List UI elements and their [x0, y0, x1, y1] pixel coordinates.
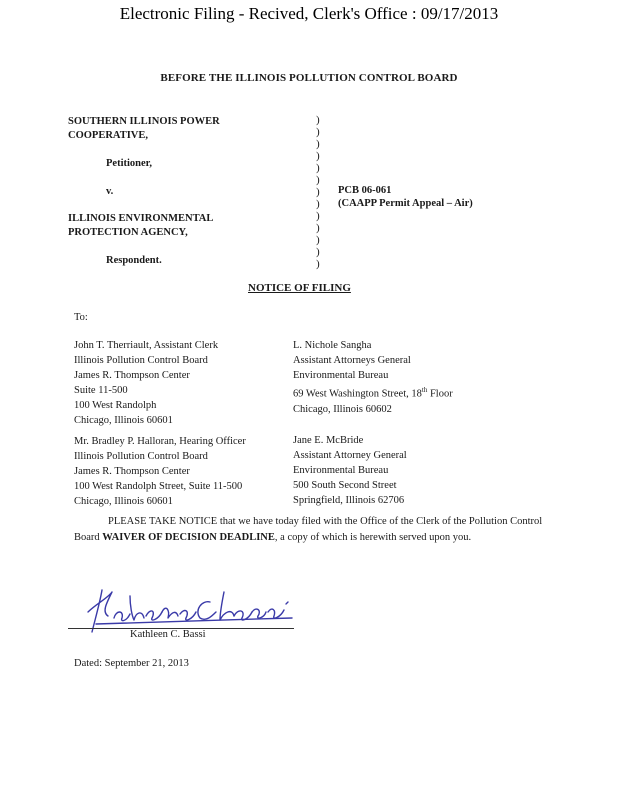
to-label: To:: [74, 312, 88, 323]
respondent-label: Respondent.: [106, 255, 162, 266]
case-type: (CAAPP Permit Appeal – Air): [338, 198, 473, 209]
notice-text-part1: PLEASE TAKE NOTICE that we have today filed with the Office of the Clerk of the Pollution Control Board: [74, 516, 543, 543]
addressee-line: Jane E. McBride: [293, 435, 364, 446]
board-title: BEFORE THE ILLINOIS POLLUTION CONTROL BOARD: [160, 72, 458, 84]
case-number: PCB 06-061: [338, 185, 392, 196]
addressee-line: Chicago, Illinois 60601: [74, 415, 173, 426]
filed-document-title: WAIVER OF DECISION DEADLINE: [102, 532, 275, 543]
petitioner-name-line2: COOPERATIVE,: [68, 130, 149, 141]
paren: ): [316, 174, 320, 186]
caption-parenthesis-column: [316, 114, 320, 270]
addressee-line: 500 South Second Street: [293, 480, 397, 491]
electronic-filing-header: Electronic Filing - Recived, Clerk's Office : 09/17/2013: [119, 4, 499, 23]
addressee-line: L. Nichole Sangha: [293, 340, 372, 351]
addressee-line: 100 West Randolph: [74, 400, 157, 411]
paren: ): [316, 222, 320, 234]
addressee-line: James R. Thompson Center: [74, 370, 190, 381]
notice-title: NOTICE OF FILING: [248, 282, 351, 294]
addressee-block-3: [74, 434, 246, 509]
addressee-line: Assistant Attorney General: [293, 450, 407, 461]
addressee-line-text: Floor: [427, 388, 453, 400]
versus-label: v.: [106, 186, 114, 197]
addressee-line: Suite 11-500: [74, 385, 128, 396]
addressee-block-2: [293, 338, 453, 417]
addressee-line: Illinois Pollution Control Board: [74, 355, 208, 366]
paren: ): [316, 198, 320, 210]
addressee-line: Assistant Attorneys General: [293, 355, 411, 366]
paren: ): [316, 138, 320, 150]
respondent-name-line1: ILLINOIS ENVIRONMENTAL: [68, 213, 214, 224]
superscript: th: [421, 386, 428, 394]
paren: ): [316, 234, 320, 246]
addressee-line: Chicago, Illinois 60601: [74, 496, 173, 507]
addressee-block-4: [293, 433, 407, 508]
addressee-line: James R. Thompson Center: [74, 466, 190, 477]
addressee-line: Chicago, Illinois 60602: [293, 403, 392, 415]
addressee-line: Springfield, Illinois 62706: [293, 495, 405, 506]
notice-text-part2: , a copy of which is herewith served upon you.: [274, 532, 472, 543]
paren: ): [316, 114, 320, 126]
paren: ): [316, 246, 320, 258]
addressee-line: Environmental Bureau: [293, 370, 389, 381]
paren: ): [316, 150, 320, 162]
paren: ): [316, 186, 320, 198]
signer-printed-name: Kathleen C. Bassi: [130, 629, 206, 640]
paren: ): [316, 162, 320, 174]
addressee-line: Mr. Bradley P. Halloran, Hearing Officer: [74, 436, 246, 447]
notice-paragraph: [74, 514, 544, 546]
addressee-line: Illinois Pollution Control Board: [74, 451, 208, 462]
dated-line: Dated: September 21, 2013: [74, 658, 189, 669]
addressee-line: Environmental Bureau: [293, 465, 389, 476]
addressee-line: [293, 383, 453, 402]
addressee-line: John T. Therriault, Assistant Clerk: [74, 340, 219, 351]
petitioner-label: Petitioner,: [106, 158, 152, 169]
paren: ): [316, 210, 320, 222]
addressee-block-1: [74, 338, 218, 428]
addressee-line: 100 West Randolph Street, Suite 11-500: [74, 481, 243, 492]
petitioner-name-line1: SOUTHERN ILLINOIS POWER: [68, 116, 220, 127]
paren: ): [316, 258, 320, 270]
addressee-line-text: 69 West Washington Street, 18: [293, 388, 422, 400]
respondent-name-line2: PROTECTION AGENCY,: [68, 227, 188, 238]
paren: ): [316, 126, 320, 138]
